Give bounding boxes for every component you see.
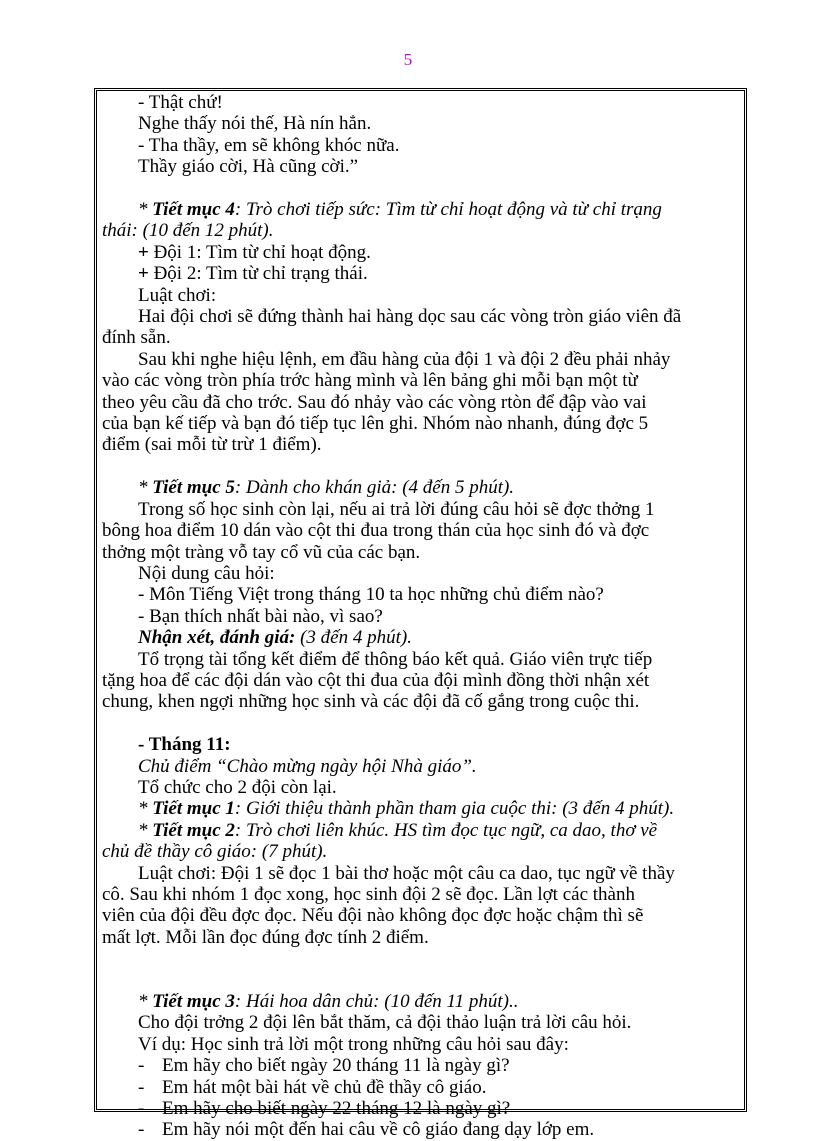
text-line: Ví dụ: Học sinh trả lời một trong những câu hỏi sau đây: [138,1033,569,1055]
text-line: thởng một tràng vỗ tay cổ vũ của các bạn. [102,541,421,563]
text-line: mất lợt. Mỗi lần đọc đúng đợc tính 2 điểm. [102,926,429,948]
section-heading-tiet-muc-3: * Tiết mục 3: Hái hoa dân chủ: (10 đến 11 phút).. [138,990,519,1012]
text-line: Trong số học sinh còn lại, nếu ai trả lời đúng câu hỏi sẽ đợc thởng 1 [138,498,655,520]
list-item: - Em hãy nói một đến hai câu về cô giáo đang dạy lớp em. [138,1119,595,1141]
text-line: vào các vòng tròn phía trớc hàng mình và lên bảng ghi mỗi bạn một từ [102,370,638,392]
section-heading-tiet-muc-5: * Tiết mục 5: Dành cho khán giả: (4 đến 5 phút). [138,477,515,499]
list-item: - Em hãy cho biết ngày 22 tháng 12 là ngày gì? [138,1098,511,1120]
text-line: viên của đội đều đợc đọc. Nếu đội nào không đọc đợc hoặc chậm thì sẽ [102,905,644,927]
text-line: Sau khi nghe hiệu lệnh, em đầu hàng của đội 1 và đội 2 đều phải nhảy [138,348,671,370]
text-line: Nội dung câu hỏi: [138,562,275,584]
theme-line: Chủ điểm “Chào mừng ngày hội Nhà giáo”. [138,755,477,777]
text-line: Hai đội chơi sẽ đứng thành hai hàng dọc sau các vòng tròn giáo viên đã [138,306,682,328]
text-line: Thầy giáo cời, Hà cũng cời.” [138,156,359,178]
text-line: Tổ chức cho 2 đội còn lại. [138,776,337,798]
text-line: Cho đội trởng 2 đội lên bắt thăm, cả đội thảo luận trả lời câu hỏi. [138,1012,632,1034]
text-line: của bạn kế tiếp và bạn đó tiếp tục lên ghi. Nhóm nào nhanh, đúng đợc 5 [102,413,649,435]
text-line: - Thật chứ! [138,92,223,113]
text-line: - Môn Tiếng Việt trong tháng 10 ta học những chủ điểm nào? [138,584,604,606]
text-line: bông hoa điểm 10 dán vào cột thi đua trong thán của học sinh đó và đợc [102,520,650,542]
document-body [102,92,742,1141]
list-item: - Em hát một bài hát về chủ đề thầy cô giáo. [138,1076,487,1098]
text-line: chung, khen ngợi những học sinh và các đội đã cố gắng trong cuộc thi. [102,691,640,713]
month-heading: - Tháng 11: [138,734,231,756]
text-line: theo yêu cầu đã cho trớc. Sau đó nhảy vào các vòng rtòn để đập vào vai [102,391,647,413]
text-line: Tổ trọng tài tổng kết điểm để thông báo kết quả. Giáo viên trực tiếp [138,648,653,670]
text-line: Luật chơi: [138,284,217,306]
text-line: + Đội 2: Tìm từ chỉ trạng thái. [138,263,368,285]
section-heading-nhan-xet: Nhận xét, đánh giá: (3 đến 4 phút). [138,627,412,649]
section-heading-tiet-muc-4: * Tiết mục 4: Trò chơi tiếp sức: Tìm từ chỉ hoạt động và từ chỉ trạng [138,199,662,221]
list-item: - Em hãy cho biết ngày 20 tháng 11 là ngày gì? [138,1055,510,1077]
page-number: 5 [403,50,413,69]
section-heading-tiet-muc-1: * Tiết mục 1: Giới thiệu thành phần tham gia cuộc thi: (3 đến 4 phút). [138,798,675,820]
text-line: Nghe thấy nói thế, Hà nín hẳn. [138,113,372,135]
text-line: - Bạn thích nhất bài nào, vì sao? [138,605,383,627]
text-line: cô. Sau khi nhóm 1 đọc xong, học sinh đội 2 sẽ đọc. Lần lợt các thành [102,883,635,905]
section-heading-tiet-muc-2: * Tiết mục 2: Trò chơi liên khúc. HS tìm đọc tục ngữ, ca dao, thơ về [138,819,658,841]
text-line: chủ đề thầy cô giáo: (7 phút). [102,841,328,863]
text-line: tặng hoa để các đội dán vào cột thi đua của đội mình đồng thời nhận xét [102,669,650,691]
text-line: Luật chơi: Đội 1 sẽ đọc 1 bài thơ hoặc một câu ca dao, tục ngữ về thầy [138,862,675,884]
text-line: đính sẵn. [102,327,171,349]
text-line: thái: (10 đến 12 phút). [102,220,274,242]
text-line: - Tha thầy, em sẽ không khóc nữa. [138,134,400,156]
text-line: + Đội 1: Tìm từ chỉ hoạt động. [138,241,371,263]
text-line: điểm (sai mỗi từ trừ 1 điểm). [102,434,322,456]
